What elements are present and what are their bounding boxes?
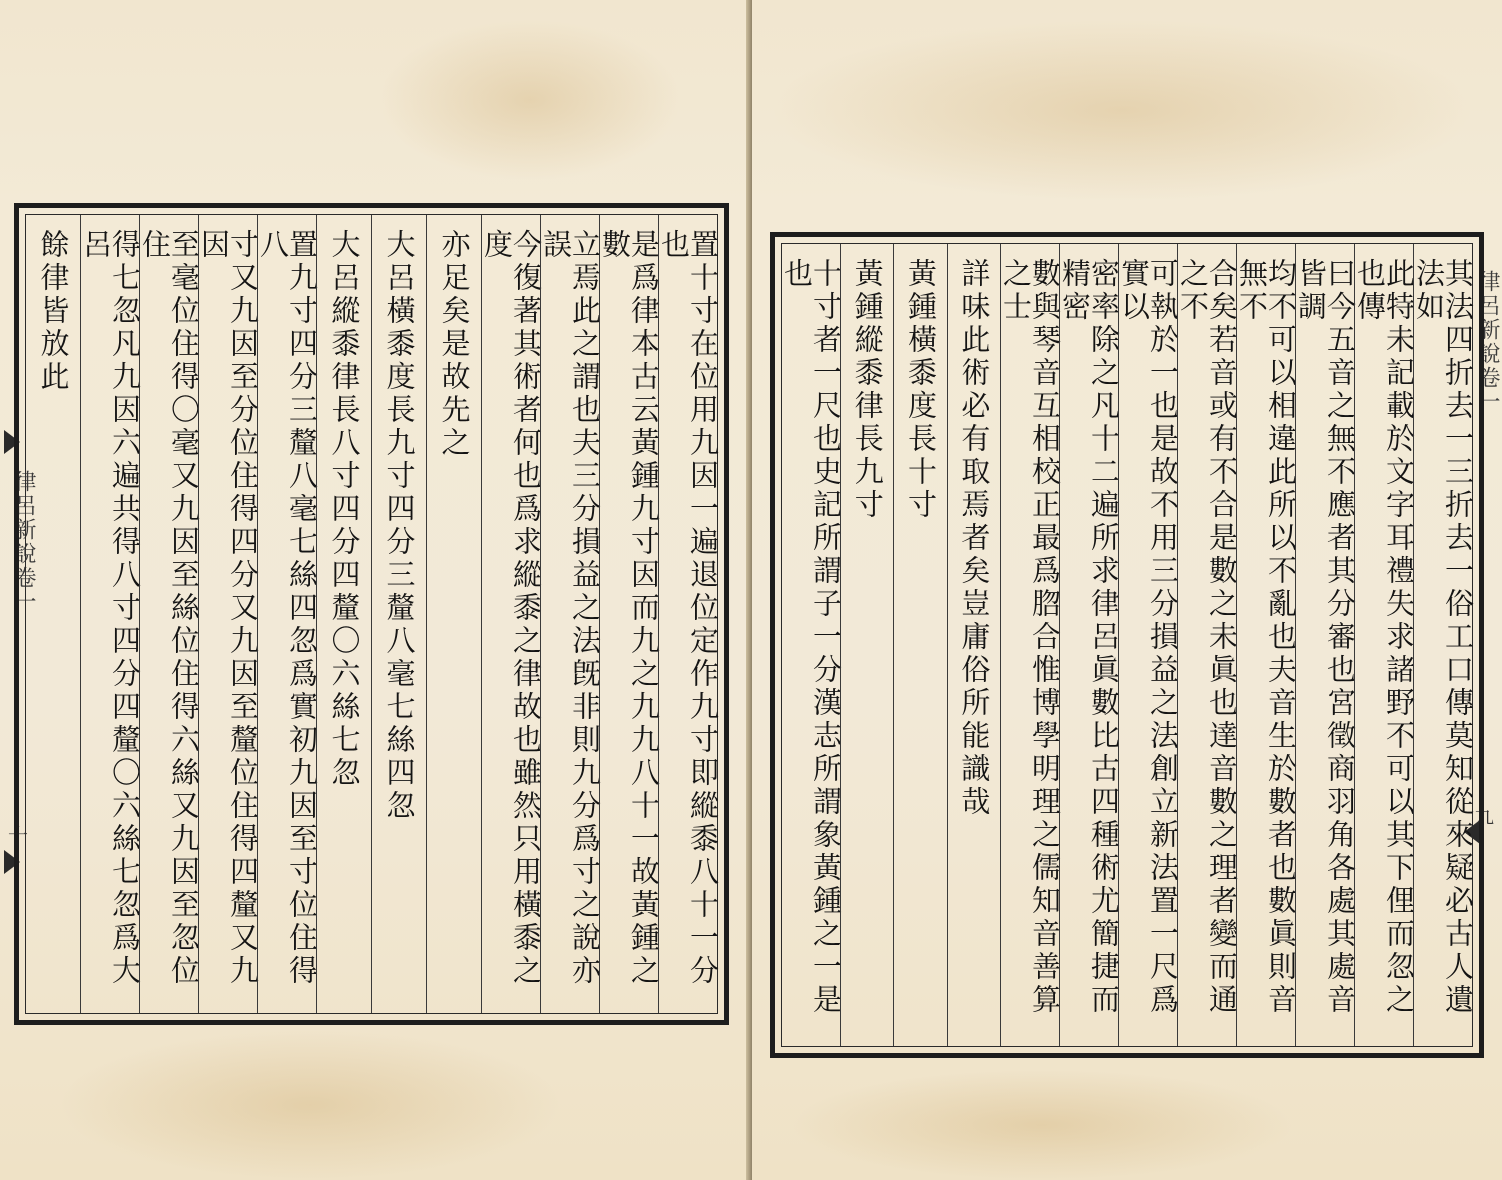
margin-heading: 律呂新說卷一	[11, 470, 36, 614]
text-column: 詳味此術必有取焉者矣豈庸俗所能識哉	[947, 244, 1000, 1046]
text-column: 均不可以相違此所以不亂也夫音生於數者也數眞則音無不	[1236, 244, 1295, 1046]
text-column: 得七忽凡九因六遍共得八寸四分四釐〇六絲七忽爲大呂	[80, 215, 139, 1013]
column-grid	[25, 214, 718, 1014]
text-column: 合矣若音或有不合是數之未眞也達音數之理者變而通之不	[1177, 244, 1236, 1046]
text-column: 其法四折去一三折去一俗工口傳莫知從來疑必古人遺法如	[1413, 244, 1472, 1046]
paper-stain	[792, 1070, 1292, 1180]
text-column: 曰今五音之無不應者其分審也宮徵商羽角各處其處音皆調	[1295, 244, 1354, 1046]
text-column: 大呂縱黍律長八寸四分四釐〇六絲七忽	[316, 215, 371, 1013]
text-column: 是爲律本古云黃鍾九寸因而九之九九八十一故黃鍾之數	[599, 215, 658, 1013]
margin-heading: 律呂新說卷一	[1475, 270, 1500, 414]
text-column: 立焉此之謂也夫三分損益之法旣非則九分爲寸之說亦誤	[540, 215, 599, 1013]
folio-number: 十	[8, 824, 28, 848]
text-frame	[770, 232, 1484, 1058]
text-column: 黃鍾縱黍律長九寸	[840, 244, 893, 1046]
text-column: 密率除之凡十二遍所求律呂眞數比古四種術尤簡捷而精密	[1059, 244, 1118, 1046]
text-frame	[14, 203, 729, 1025]
paper-stain	[60, 1030, 560, 1180]
text-column: 十寸者一尺也史記所謂子一分漢志所謂象黃鍾之一是也	[780, 258, 844, 1017]
text-column: 至毫位住得〇毫又九因至絲位住得六絲又九因至忽位住	[139, 215, 198, 1013]
text-column: 寸又九因至分位住得四分又九因至釐位住得四釐又九因	[198, 215, 257, 1013]
paper-stain	[772, 20, 1472, 200]
right-page	[752, 0, 1502, 1180]
text-column: 置九寸四分三釐八毫七絲四忽爲實初九因至寸位住得八	[257, 215, 316, 1013]
folio-number: 九	[1474, 804, 1494, 828]
text-column: 大呂橫黍度長九寸四分三釐八毫七絲四忽	[371, 215, 426, 1013]
text-column: 數與琴音互相校正最爲脗合惟博學明理之儒知音善算之士	[1000, 244, 1059, 1046]
text-column: 置十寸在位用九因一遍退位定作九寸即縱黍八十一分也	[658, 215, 717, 1013]
text-column: 今復著其術者何也爲求縱黍之律故也雖然只用橫黍之度	[481, 215, 540, 1013]
paper-stain	[380, 20, 680, 180]
column-grid	[781, 243, 1473, 1047]
text-column: 可執於一也是故不用三分損益之法創立新法置一尺爲實以	[1118, 244, 1177, 1046]
text-column: 亦足矣是故先之	[426, 215, 481, 1013]
text-column: 黃鍾橫黍度長十寸	[893, 244, 946, 1046]
text-column: 此特未記載於文字耳禮失求諸野不可以其下俚而忽之也傳	[1354, 244, 1413, 1046]
text-column: 餘律皆放此	[36, 229, 71, 394]
